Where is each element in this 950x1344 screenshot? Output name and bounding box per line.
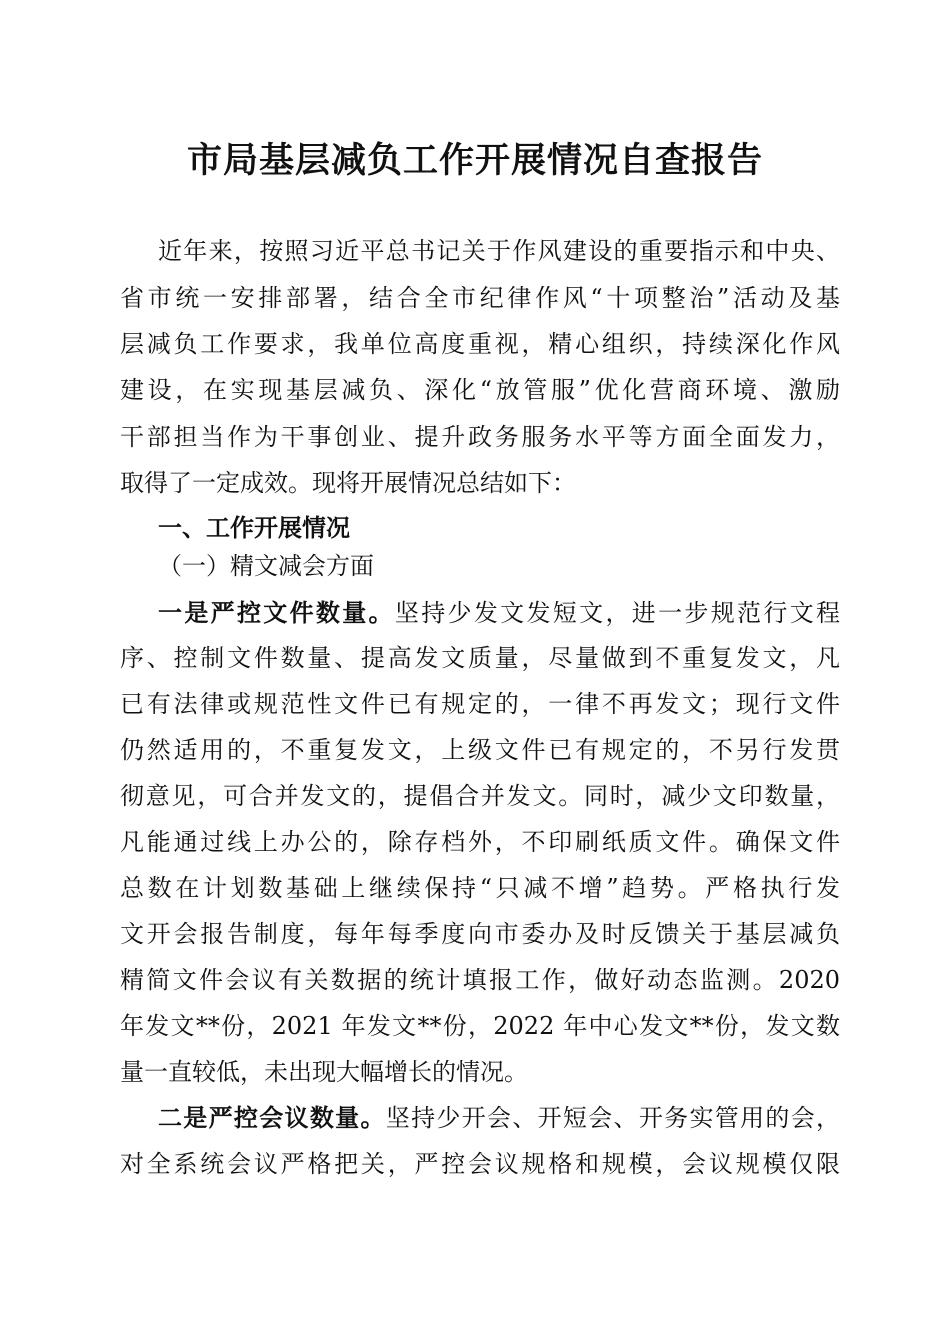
paragraph-line: 总数在计划数基础上继续保持“只减不增”趋势。严格执行发	[120, 874, 840, 902]
paragraph-first-line	[158, 595, 840, 631]
intro-line: 省市统一安排部署，结合全市纪律作风“十项整治”活动及基	[120, 284, 840, 312]
intro-line: 近年来，按照习近平总书记关于作风建设的重要指示和中央、	[158, 237, 840, 265]
paragraph-line: 彻意见，可合并发文的，提倡合并发文。同时，减少文印数量，	[120, 782, 840, 810]
paragraph-line: 年发文**份，2021 年发文**份，2022 年中心发文**份，发文数	[120, 1012, 840, 1040]
intro-line: 层减负工作要求，我单位高度重视，精心组织，持续深化作风	[120, 330, 840, 358]
paragraph-line: 已有法律或规范性文件已有规定的，一律不再发文；现行文件	[120, 690, 840, 718]
paragraph-line: 文开会报告制度，每年每季度向市委办及时反馈关于基层减负	[120, 920, 840, 948]
paragraph-lead: 一是严控文件数量。	[158, 599, 395, 627]
paragraph-text: 坚持少开会、开短会、开务实管用的会，	[385, 1104, 841, 1132]
intro-line: 取得了一定成效。现将开展情况总结如下：	[120, 469, 576, 497]
paragraph-text: 坚持少发文发短文，进一步规范行文程	[394, 599, 841, 627]
intro-line: 建设，在实现基层减负、深化“放管服”优化营商环境、激励	[120, 376, 840, 404]
paragraph-line: 对全系统会议严格把关，严控会议规格和规模，会议规模仅限	[120, 1150, 840, 1178]
paragraph-lead: 二是严控会议数量。	[158, 1104, 386, 1132]
paragraph-line: 仍然适用的，不重复发文，上级文件已有规定的，不另行发贯	[120, 736, 840, 764]
intro-line: 干部担当作为干事创业、提升政务服务水平等方面全面发力，	[120, 423, 840, 451]
paragraph-line: 精简文件会议有关数据的统计填报工作，做好动态监测。2020	[120, 966, 840, 994]
subsection-heading: （一）精文减会方面	[158, 552, 374, 580]
section-heading: 一、工作开展情况	[158, 514, 350, 542]
paragraph-first-line	[158, 1100, 840, 1136]
document-title: 市局基层减负工作开展情况自查报告	[186, 140, 763, 181]
paragraph-line: 序、控制文件数量、提高发文质量，尽量做到不重复发文，凡	[120, 644, 840, 672]
paragraph-line: 量一直较低，未出现大幅增长的情况。	[120, 1058, 528, 1086]
paragraph-line: 凡能通过线上办公的，除存档外，不印刷纸质文件。确保文件	[120, 828, 840, 856]
